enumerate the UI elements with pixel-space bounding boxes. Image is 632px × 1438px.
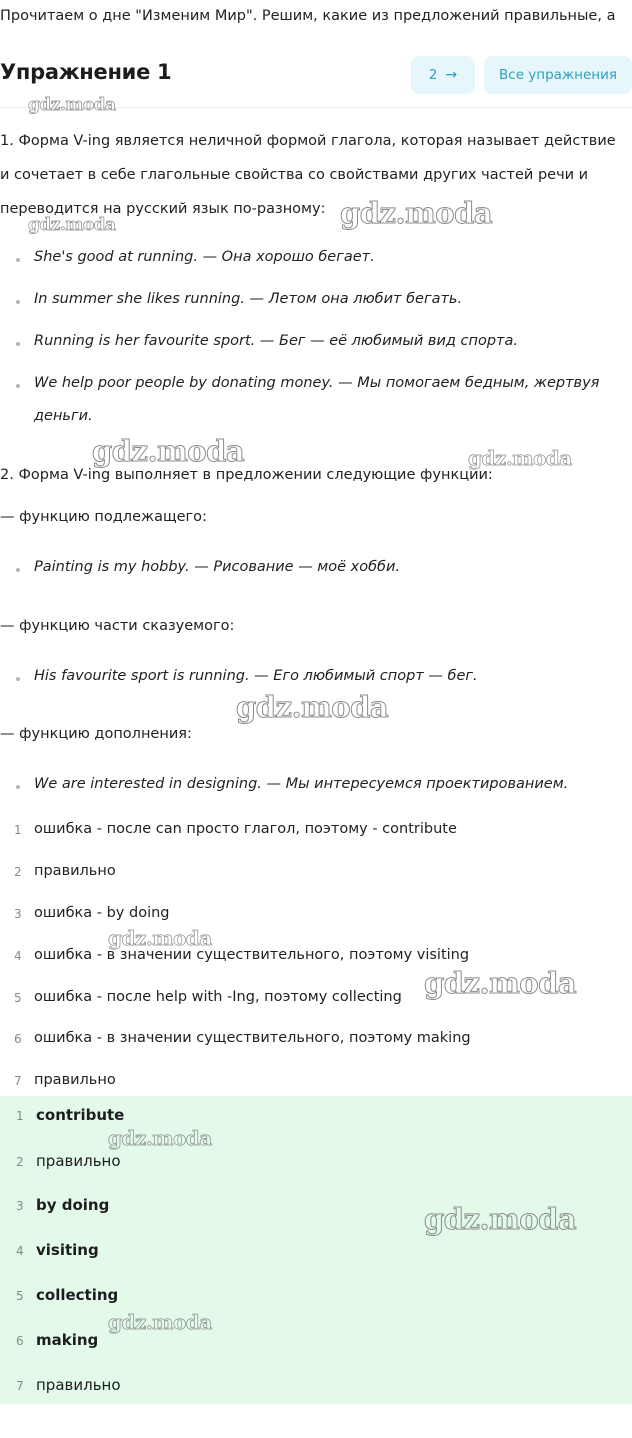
corrected-number: 4	[16, 1244, 24, 1258]
corrected-text: by doing	[36, 1196, 110, 1214]
corrected-text: collecting	[36, 1286, 119, 1304]
example-item: His favourite sport is running. — Его любимый спорт — бег.	[34, 668, 478, 684]
watermark-logo: gdz.moda	[92, 434, 245, 468]
watermark-logo: gdz.moda	[468, 446, 572, 470]
bullet-dot	[16, 300, 20, 304]
example-item-continued: деньги.	[34, 408, 93, 424]
bullet-dot	[16, 342, 20, 346]
example-item: Painting is my hobby. — Рисование — моё хобби.	[34, 559, 401, 575]
answer-number: 3	[14, 907, 22, 921]
watermark-logo: gdz.moda	[236, 690, 389, 724]
answer-number: 2	[14, 865, 22, 879]
theory-p1-line2: и сочетает в себе глагольные свойства со свойствами других частей речи и	[0, 167, 589, 183]
example-item: She's good at running. — Она хорошо бегает.	[34, 249, 375, 265]
example-item: In summer she likes running. — Летом она любит бегать.	[34, 291, 463, 307]
watermark-logo: gdz.moda	[424, 1202, 577, 1236]
answer-text: правильно	[34, 1072, 116, 1088]
answer-text: ошибка - в значении существительного, поэтому visiting	[34, 947, 470, 963]
watermark-logo: gdz.moda	[28, 95, 116, 115]
corrected-number: 7	[16, 1379, 24, 1393]
answer-text: ошибка - by doing	[34, 905, 170, 921]
next-exercise-label: 2	[428, 67, 438, 83]
watermark-logo: gdz.moda	[108, 926, 212, 950]
bullet-dot	[16, 258, 20, 262]
bullet-dot	[16, 568, 20, 572]
bullet-dot	[16, 384, 20, 388]
answer-number: 4	[14, 949, 22, 963]
corrected-text: contribute	[36, 1106, 125, 1124]
exercise-title: Упражнение 1	[0, 60, 172, 84]
corrected-number: 2	[16, 1155, 24, 1169]
function-object: — функцию дополнения:	[0, 726, 192, 742]
answer-number: 7	[14, 1074, 22, 1088]
corrected-text: правильно	[36, 1376, 121, 1394]
watermark-logo: gdz.moda	[424, 966, 577, 1000]
watermark-logo: gdz.moda	[108, 1126, 212, 1150]
corrected-number: 5	[16, 1289, 24, 1303]
watermark-logo: gdz.moda	[340, 196, 493, 230]
answer-text: правильно	[34, 863, 116, 879]
theory-p1-line1: 1. Форма V-ing является неличной формой глагола, которая называет действие	[0, 133, 616, 149]
theory-p2: 2. Форма V-ing выполняет в предложении следующие функции:	[0, 467, 493, 483]
answer-number: 6	[14, 1032, 22, 1046]
bullet-dot	[16, 785, 20, 789]
all-exercises-button[interactable]	[484, 56, 632, 94]
corrected-number: 3	[16, 1199, 24, 1213]
arrow-right-icon: →	[445, 67, 458, 83]
bullet-dot	[16, 677, 20, 681]
function-predicate: — функцию части сказуемого:	[0, 618, 235, 634]
example-item: We are interested in designing. — Мы интересуемся проектированием.	[34, 776, 569, 792]
answer-text: ошибка - после can просто глагол, поэтому - contribute	[34, 821, 457, 837]
corrected-number: 1	[16, 1109, 24, 1123]
example-item: We help poor people by donating money. — Мы помогаем бедным, жертвуя	[34, 375, 600, 391]
corrected-text: making	[36, 1331, 99, 1349]
function-subject: — функцию подлежащего:	[0, 509, 207, 525]
next-exercise-button[interactable]	[411, 56, 475, 94]
answer-text: ошибка - после help with -Ing, поэтому collecting	[34, 989, 402, 1005]
answer-number: 1	[14, 823, 22, 837]
all-exercises-label: Все упражнения	[499, 67, 617, 83]
corrected-text: правильно	[36, 1152, 121, 1170]
answer-text: ошибка - в значении существительного, поэтому making	[34, 1030, 471, 1046]
intro-text: Прочитаем о дне "Изменим Мир". Решим, какие из предложений правильные, а	[0, 8, 616, 24]
example-item: Running is her favourite sport. — Бег — её любимый вид спорта.	[34, 333, 518, 349]
watermark-logo: gdz.moda	[108, 1310, 212, 1334]
theory-p1-line3: переводится на русский язык по-разному:	[0, 201, 326, 217]
corrected-number: 6	[16, 1334, 24, 1348]
answer-number: 5	[14, 991, 22, 1005]
watermark-logo: gdz.moda	[28, 215, 116, 235]
corrected-text: visiting	[36, 1241, 99, 1259]
